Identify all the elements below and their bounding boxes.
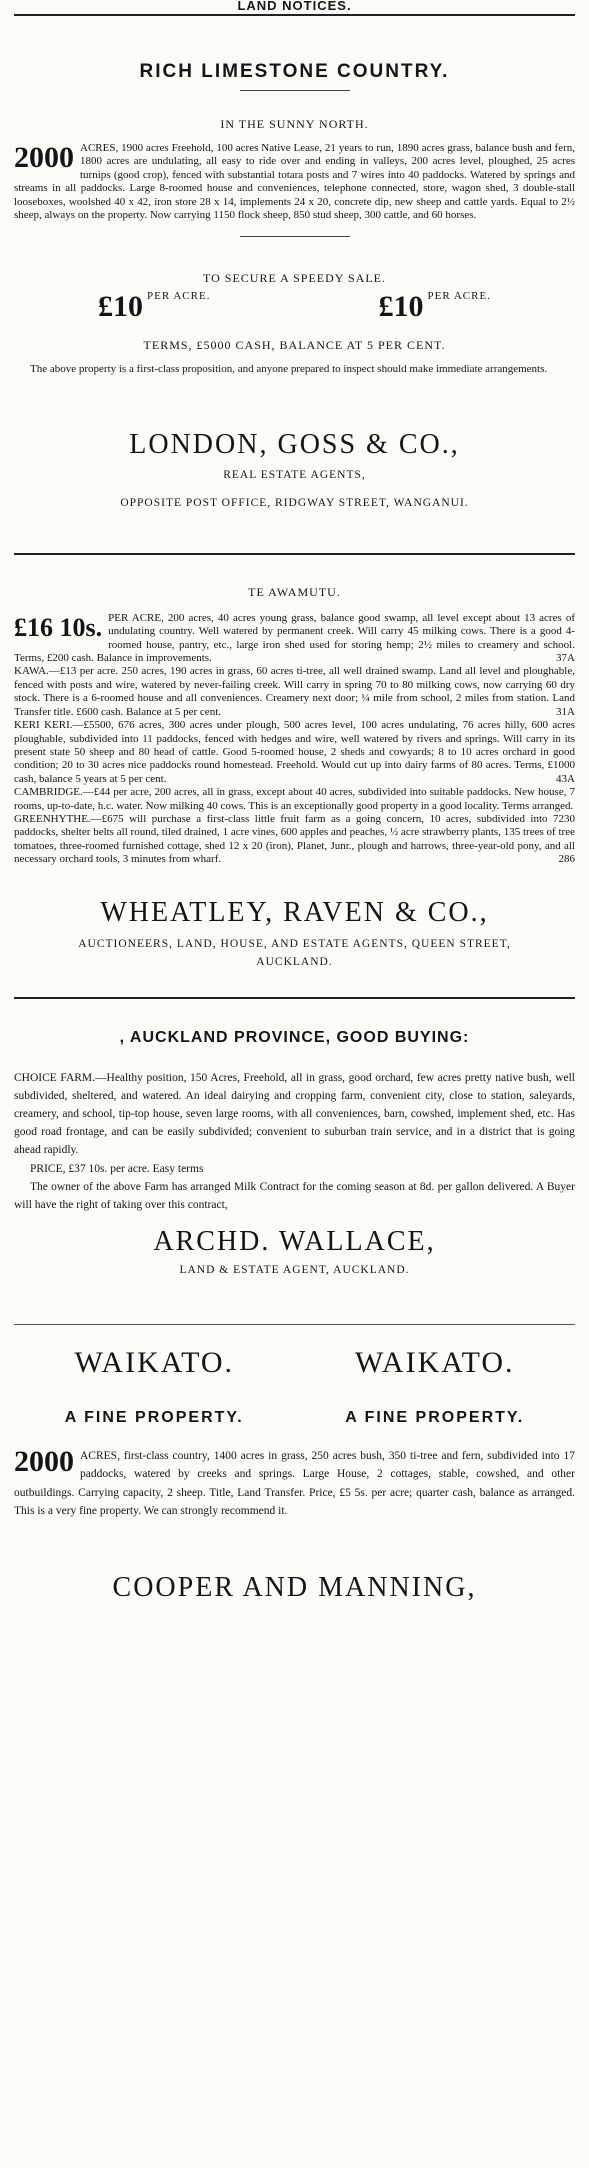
ad3-body: CHOICE FARM.—Healthy position, 150 Acres, Freehold, all in grass, good orchard, few acres pretty native bush, well subdivided, sheltered, and watered. An ideal dairying and cropping farm, convenient city, close to station, saleyards, creamery, and school, tip-top house, seven large rooms, with all conveniences, barn, cowshed, implement shed, etc. Has good road frontage, and can be easily subdivided; convenient to suburban train service, and in a district that is going ahead rapidly. xyxy=(14,1071,575,1157)
ad2-entries xyxy=(14,612,575,867)
ad1-title-rule xyxy=(240,90,350,91)
ad1-firm-addr: OPPOSITE POST OFFICE, RIDGWAY STREET, WANGANUI. xyxy=(120,496,469,509)
ad2-entry-1: £16 10s. PER ACRE, 200 acres, 40 acres young grass, balance good swamp, all level except about 13 acres of undulating country. Well watered by permanent creek. Will carry 45 milking cows. There is a good 4-roomed house, pantry, etc., large iron shed used for storing hemp; 2½ miles to creamery and school. Terms, £200 cash. Balance in improvements. 37A xyxy=(14,611,575,665)
ad3-firm-sub: LAND & ESTATE AGENT, AUCKLAND. xyxy=(179,1264,410,1277)
ad1-firm-sub: REAL ESTATE AGENTS, xyxy=(223,468,366,481)
ad-waikato xyxy=(14,1347,575,1604)
ad2-firm: WHEATLEY, RAVEN & CO., xyxy=(100,896,489,928)
ad3-price: PRICE, £37 10s. per acre. Easy terms xyxy=(30,1162,204,1175)
ad1-price-right: £10 xyxy=(378,290,424,324)
ad-rich-limestone xyxy=(14,60,575,511)
ad1-title: RICH LIMESTONE COUNTRY. xyxy=(139,61,450,82)
divider-2 xyxy=(14,997,575,999)
ad1-mid-rule xyxy=(240,236,350,237)
ad4-sub-right: A FINE PROPERTY. xyxy=(345,1409,525,1427)
ad4-firm: COOPER AND MANNING, xyxy=(112,1572,477,1603)
ad4-lead-number: 2000 xyxy=(14,1445,74,1479)
ad1-note: The above property is a first-class proposition, and anyone prepared to inspect should make immediate arrangements. xyxy=(30,363,548,376)
ad2-entry-2: KAWA.—£13 per acre. 250 acres, 190 acres in grass, 60 acres ti-tree, all well drained swamp. Land all level and ploughable, fenced with posts and wire, watered by never-failing creek. Will carry in spring 70 to 80 milking cows, now carrying 60 dry stock. There is a 6-roomed house and all conveniences. Creamery next door; ¼ mile from school, 2 miles from station. Land Transfer title. £600 cash. Balance at 5 per cent. 31A xyxy=(14,665,575,718)
ad2-lead-number: £16 10s. xyxy=(14,612,103,642)
ad4-title-left: WAIKATO. xyxy=(74,1346,235,1380)
ad1-body: 2000 ACRES, 1900 acres Freehold, 100 acres Native Lease, 21 years to run, 1890 acres grass, balance bush and fern, 1800 acres are undulating, all easy to ride over and ending in valleys, 200 acres level, ploughed, 25 acres turnips (good crop), fenced with substantial totara posts and 7 wires into 40 paddocks. Watered by springs and streams in all paddocks. Large 8-roomed house and conveniences, telephone connected, store, wagon shed, 3 double-stall looseboxes, woolshed 40 x 42, iron store 28 x 14, implements 24 x 20, concrete dip, new sheep and cattle yards. Equal to 2½ sheep, always on the property. Now carrying 1150 flock sheep, 850 stud sheep, 300 cattle, and 60 horses. xyxy=(14,141,575,222)
ad2-title: TE AWAMUTU. xyxy=(248,584,341,599)
ad3-note: The owner of the above Farm has arranged Milk Contract for the coming season at 8d. per gallon delivered. A Buyer will have the right of taking over this contract, xyxy=(14,1180,575,1211)
page-header: LAND NOTICES. xyxy=(237,0,352,13)
ad1-terms: TERMS, £5000 CASH, BALANCE AT 5 PER CENT. xyxy=(143,338,446,353)
ad-auckland-province xyxy=(14,1029,575,1279)
ad2-entry-5: GREENHYTHE.—£675 will purchase a first-class little fruit farm as a going concern, 10 acres, subdivided into 7 paddocks, shelter belts all round, tiled drained, 1 acre vines, 600 apples and peaches, ½ acre strawberry plants, 135 trees of tree tomatoes, three-roomed furnished cottage, shed 12 x 20 (iron), Planet, Junr., plough and harrows, three-year-old pony, and all necessary orchard tools, 3 minutes from wharf. 286 xyxy=(14,812,575,866)
ad1-price-row: £10 $^{PER ACRE.}$ £10 $^{PER ACRE.}$ xyxy=(98,290,491,324)
ad2-entry-4: CAMBRIDGE.—£44 per acre, 200 acres, all in grass, except about 40 acres, subdivided into suitable paddocks. New house, 7 rooms, up-to-date, h.c. water. Now milking 40 cows. This is an exceptionally good property in a good locality. Terms arranged. 230 xyxy=(14,786,575,825)
ad2-entry-3: KERI KERI.—£5500, 676 acres, 300 acres under plough, 500 acres level, 100 acres undulating, 76 acres hilly, 600 acres ploughable, subdivided into 11 paddocks, fenced with hedges and wire, well watered by rivers and springs. Will carry in its present state 50 sheep and 80 head of cattle. Good 5-roomed house, 2 sheds and cowyards; 8 to 10 acres orchard in good condition; 20 to 30 acres nice paddocks round homestead. Freehold. Would cut up into dairy farms of 80 acres. Terms, £1000 cash, balance 5 years at 5 per cent. 43A xyxy=(14,719,575,785)
divider-3 xyxy=(14,1324,575,1325)
ad4-title-row xyxy=(14,1347,575,1379)
ad4-body: 2000 ACRES, first-class country, 1400 acres in grass, 250 acres bush, 350 ti-tree and fern, subdivided into 17 paddocks, watered by creeks and springs. Large House, 2 cottages, stable, cowshed, and other outbuildings. Carrying capacity, 2 sheep. Title, Land Transfer. Price, £5 5s. per acre; quarter cash, balance as arranged. This is a very fine property. We can strongly recommend it. xyxy=(14,1445,575,1517)
ad4-sub-row xyxy=(14,1409,575,1427)
ad1-firm: LONDON, GOSS & CO., xyxy=(129,428,460,460)
ad-te-awamutu xyxy=(14,585,575,971)
header-rule xyxy=(14,14,575,16)
ad2-firm-sub: AUCTIONEERS, LAND, HOUSE, AND ESTATE AGENTS, QUEEN STREET, AUCKLAND. xyxy=(78,937,511,968)
ad4-title-right: WAIKATO. xyxy=(354,1346,515,1380)
ad3-firm: ARCHD. WALLACE, xyxy=(153,1226,436,1258)
ad1-sale-line: TO SECURE A SPEEDY SALE. xyxy=(202,271,387,286)
ad1-lead-number: 2000 xyxy=(14,141,74,174)
ad1-subtitle: IN THE SUNNY NORTH. xyxy=(220,117,369,131)
divider-1 xyxy=(14,553,575,555)
ad1-price-left: £10 xyxy=(98,290,144,324)
ad3-title: , AUCKLAND PROVINCE, GOOD BUYING: xyxy=(119,1028,470,1046)
ad4-sub-left: A FINE PROPERTY. xyxy=(64,1409,244,1427)
